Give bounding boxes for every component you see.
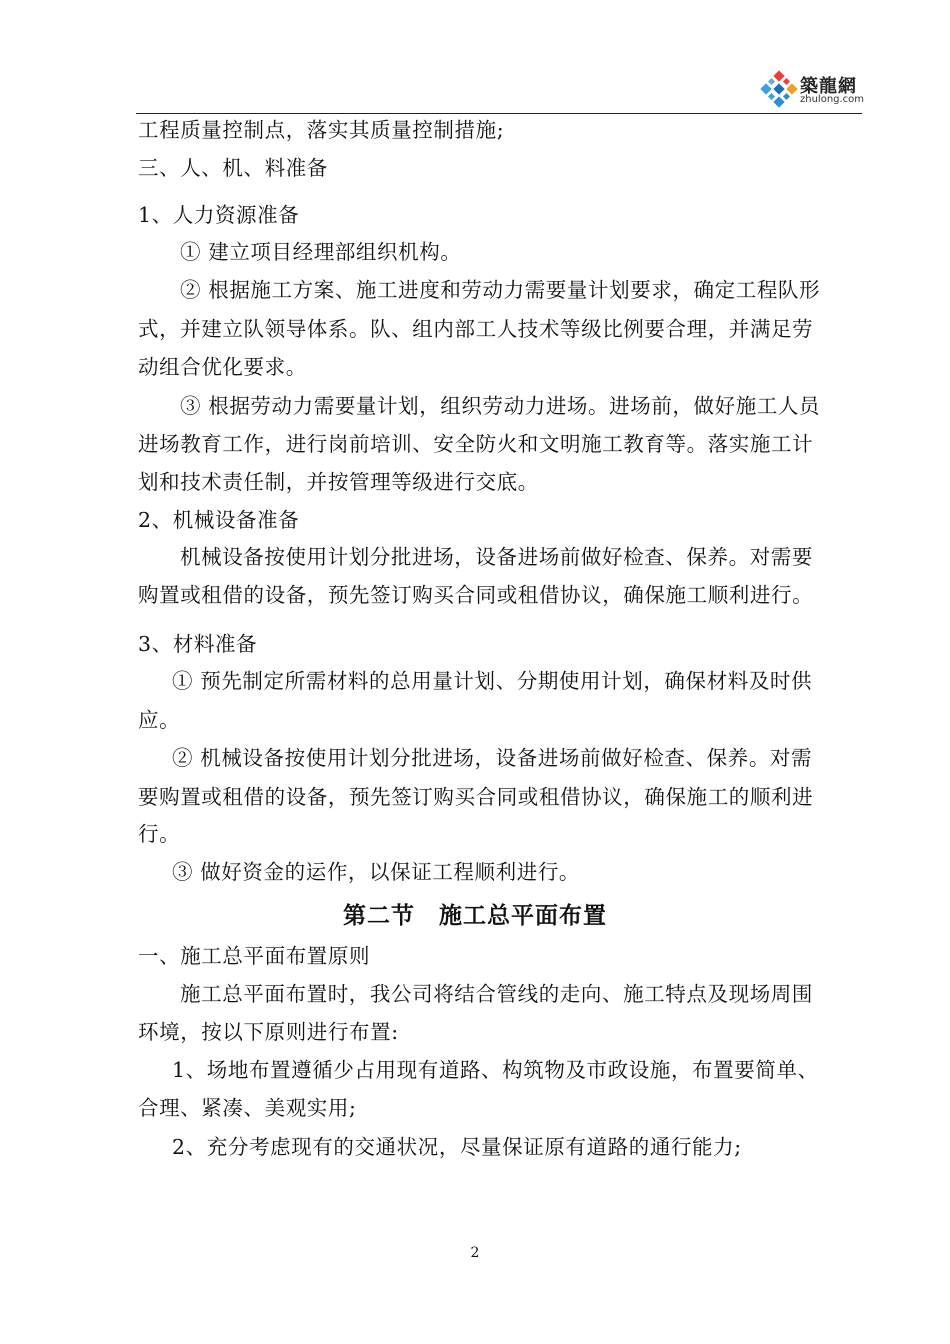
text-line: 行。: [138, 822, 181, 846]
text-line: ① 预先制定所需材料的总用量计划、分期使用计划，确保材料及时供: [172, 669, 813, 693]
text-line: 1、场地布置遵循少占用现有道路、构筑物及市政设施，布置要简单、: [172, 1058, 819, 1082]
text-line: ② 根据施工方案、施工进度和劳动力需要量计划要求，确定工程队形: [180, 278, 821, 302]
text-line: 施工总平面布置时，我公司将结合管线的走向、施工特点及现场周围: [180, 982, 813, 1006]
text-line: ② 机械设备按使用计划分批进场，设备进场前做好检查、保养。对需: [172, 746, 813, 770]
logo-name: 築龍網: [800, 76, 857, 97]
text-line: 环境，按以下原则进行布置:: [138, 1020, 399, 1044]
logo-domain: zhulong.com: [800, 94, 865, 105]
text-line: 购置或租借的设备，预先签订购买合同或租借协议，确保施工顺利进行。: [138, 583, 814, 607]
zhulong-logo-icon: [760, 70, 798, 108]
text-line: 式，并建立队领导体系。队、组内部工人技术等级比例要合理，并满足劳: [138, 317, 814, 341]
section-heading: 第二节 施工总平面布置: [343, 903, 607, 929]
header-rule: [136, 113, 862, 114]
text-line: ③ 做好资金的运作，以保证工程顺利进行。: [172, 860, 581, 884]
text-line: 三、人、机、料准备: [138, 156, 328, 180]
text-line: 机械设备按使用计划分批进场，设备进场前做好检查、保养。对需要: [180, 545, 813, 569]
text-line: 工程质量控制点，落实其质量控制措施;: [138, 118, 505, 142]
text-line: 动组合优化要求。: [138, 355, 307, 379]
text-line: ③ 根据劳动力需要量计划，组织劳动力进场。进场前，做好施工人员: [180, 394, 821, 418]
text-line: 划和技术责任制，并按管理等级进行交底。: [138, 470, 539, 494]
text-line: 3、材料准备: [138, 632, 258, 656]
text-line: 1、人力资源准备: [138, 203, 300, 227]
text-line: 要购置或租借的设备，预先签订购买合同或租借协议，确保施工的顺利进: [138, 785, 814, 809]
text-line: 合理、紧凑、美观实用;: [138, 1096, 357, 1120]
page-number: 2: [470, 1245, 480, 1261]
text-line: 进场教育工作，进行岗前培训、安全防火和文明施工教育等。落实施工计: [138, 432, 814, 456]
text-line: 应。: [138, 708, 181, 732]
text-line: 2、机械设备准备: [138, 508, 300, 532]
text-line: 一、施工总平面布置原则: [138, 944, 371, 968]
text-line: ① 建立项目经理部组织机构。: [180, 240, 462, 264]
zhulong-logo: [760, 70, 865, 110]
text-line: 2、充分考虑现有的交通状况，尽量保证原有道路的通行能力;: [172, 1135, 742, 1159]
